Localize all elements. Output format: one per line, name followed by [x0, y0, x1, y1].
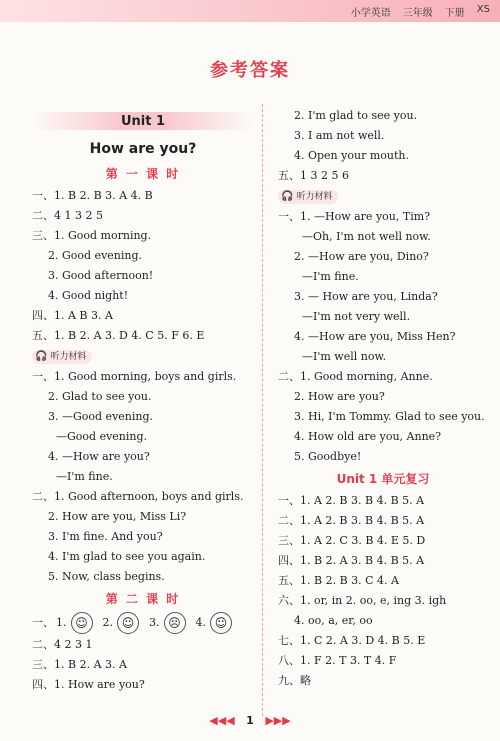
unit-1-review-heading: Unit 1 单元复习: [336, 472, 430, 486]
answer-line: 2. Good evening.: [48, 249, 143, 262]
lesson-1-heading: 第 一 课 时: [105, 167, 181, 181]
transcript-line: 5. Now, class begins.: [48, 570, 165, 583]
answer-line: 六、1. or, in 2. oo, e, ing 3. igh: [278, 594, 447, 607]
transcript-line: —Good evening.: [56, 430, 148, 443]
transcript-line: 4. How old are you, Anne?: [294, 430, 442, 443]
listening-label: 听力材料: [296, 192, 333, 202]
answer-line: 二、1. A 2. B 3. B 4. B 5. A: [278, 514, 425, 527]
transcript-line: 2. —How are you, Dino?: [294, 250, 429, 263]
transcript-line: —I'm fine.: [56, 470, 113, 483]
answer-line: 2. I'm glad to see you.: [294, 109, 418, 122]
answer-line: 四、1. How are you?: [32, 678, 145, 691]
transcript-line: 一、1. —How are you, Tim?: [278, 210, 431, 223]
transcript-line: 4. —How are you?: [48, 450, 150, 463]
right-column: [278, 106, 488, 691]
answer-line: 4. Open your mouth.: [294, 149, 409, 162]
header-edition: XS: [476, 4, 490, 15]
answer-line: 二、4 1 3 2 5: [32, 209, 103, 222]
header-term: 下册: [444, 8, 465, 19]
header-subject: 小学英语: [350, 8, 391, 19]
face-num: 3.: [149, 616, 160, 629]
page-footer: [0, 714, 500, 727]
transcript-line: —I'm fine.: [302, 270, 359, 283]
answer-prefix: 一、: [32, 616, 54, 629]
answer-line: 4. Good night!: [48, 289, 129, 302]
transcript-line: 一、1. Good morning, boys and girls.: [32, 370, 237, 383]
listening-material-tag: [278, 190, 338, 204]
lesson-2-heading: 第 二 课 时: [105, 592, 181, 606]
transcript-line: 3. —Good evening.: [48, 410, 154, 423]
face-num: 4.: [195, 616, 206, 629]
answer-line: 一、1. B 2. B 3. A 4. B: [32, 189, 153, 202]
headphones-icon: 🎧: [35, 351, 48, 362]
transcript-line: —I'm not very well.: [302, 310, 411, 323]
answer-line: 四、1. A B 3. A: [32, 309, 113, 322]
smile-face-icon: ☺: [210, 612, 232, 634]
transcript-line: 3. — How are you, Linda?: [294, 290, 438, 303]
headphones-icon: 🎧: [281, 191, 294, 202]
answer-line: 二、4 2 3 1: [32, 638, 93, 651]
unit-1-heading: Unit 1: [32, 112, 254, 130]
listening-material-tag: [32, 350, 92, 364]
column-divider: [262, 104, 263, 716]
answer-line: 五、1. B 2. A 3. D 4. C 5. F 6. E: [32, 329, 205, 342]
transcript-line: 2. Glad to see you.: [48, 390, 152, 403]
transcript-line: 3. Hi, I'm Tommy. Glad to see you.: [294, 410, 485, 423]
face-num: 2.: [102, 616, 113, 629]
face-num: 1.: [56, 616, 67, 629]
transcript-line: 4. —How are you, Miss Hen?: [294, 330, 456, 343]
face-answers: [32, 611, 254, 635]
smile-face-icon: ☺: [117, 612, 139, 634]
answer-line: 三、1. A 2. C 3. B 4. E 5. D: [278, 534, 426, 547]
page-title: 参考答案: [210, 60, 290, 81]
smile-face-icon: ☺: [71, 612, 93, 634]
page-number: 1: [246, 714, 254, 727]
header-bar: [0, 0, 500, 22]
transcript-line: 2. How are you?: [294, 390, 385, 403]
answer-line: 一、1. A 2. B 3. B 4. B 5. A: [278, 494, 425, 507]
answer-line: 三、1. B 2. A 3. A: [32, 658, 127, 671]
prev-arrows-icon: ◀◀◀: [209, 714, 235, 727]
answer-line: 八、1. F 2. T 3. T 4. F: [278, 654, 397, 667]
answer-line: 三、1. Good morning.: [32, 229, 152, 242]
transcript-line: 2. How are you, Miss Li?: [48, 510, 187, 523]
transcript-line: 二、1. Good morning, Anne.: [278, 370, 433, 383]
answer-line: 五、1 3 2 5 6: [278, 169, 349, 182]
answer-line: 五、1. B 2. B 3. C 4. A: [278, 574, 399, 587]
answer-line: 3. Good afternoon!: [48, 269, 154, 282]
unit-1-subtitle: How are you?: [89, 141, 197, 157]
transcript-line: —Oh, I'm not well now.: [302, 230, 431, 243]
answer-line: 九、略: [278, 674, 311, 687]
answer-line: 3. I am not well.: [294, 129, 385, 142]
sad-face-icon: ☹: [164, 612, 186, 634]
answer-line: 四、1. B 2. A 3. B 4. B 5. A: [278, 554, 425, 567]
answer-line: 七、1. C 2. A 3. D 4. B 5. E: [278, 634, 426, 647]
left-column: [32, 112, 254, 695]
transcript-line: 4. I'm glad to see you again.: [48, 550, 206, 563]
header-labels: [351, 4, 490, 19]
answer-line: 4. oo, a, er, oo: [294, 614, 373, 627]
transcript-line: —I'm well now.: [302, 350, 387, 363]
transcript-line: 3. I'm fine. And you?: [48, 530, 163, 543]
listening-label: 听力材料: [50, 352, 87, 362]
transcript-line: 二、1. Good afternoon, boys and girls.: [32, 490, 244, 503]
next-arrows-icon: ▶▶▶: [265, 714, 291, 727]
transcript-line: 5. Goodbye!: [294, 450, 362, 463]
header-grade: 三年级: [402, 8, 433, 19]
